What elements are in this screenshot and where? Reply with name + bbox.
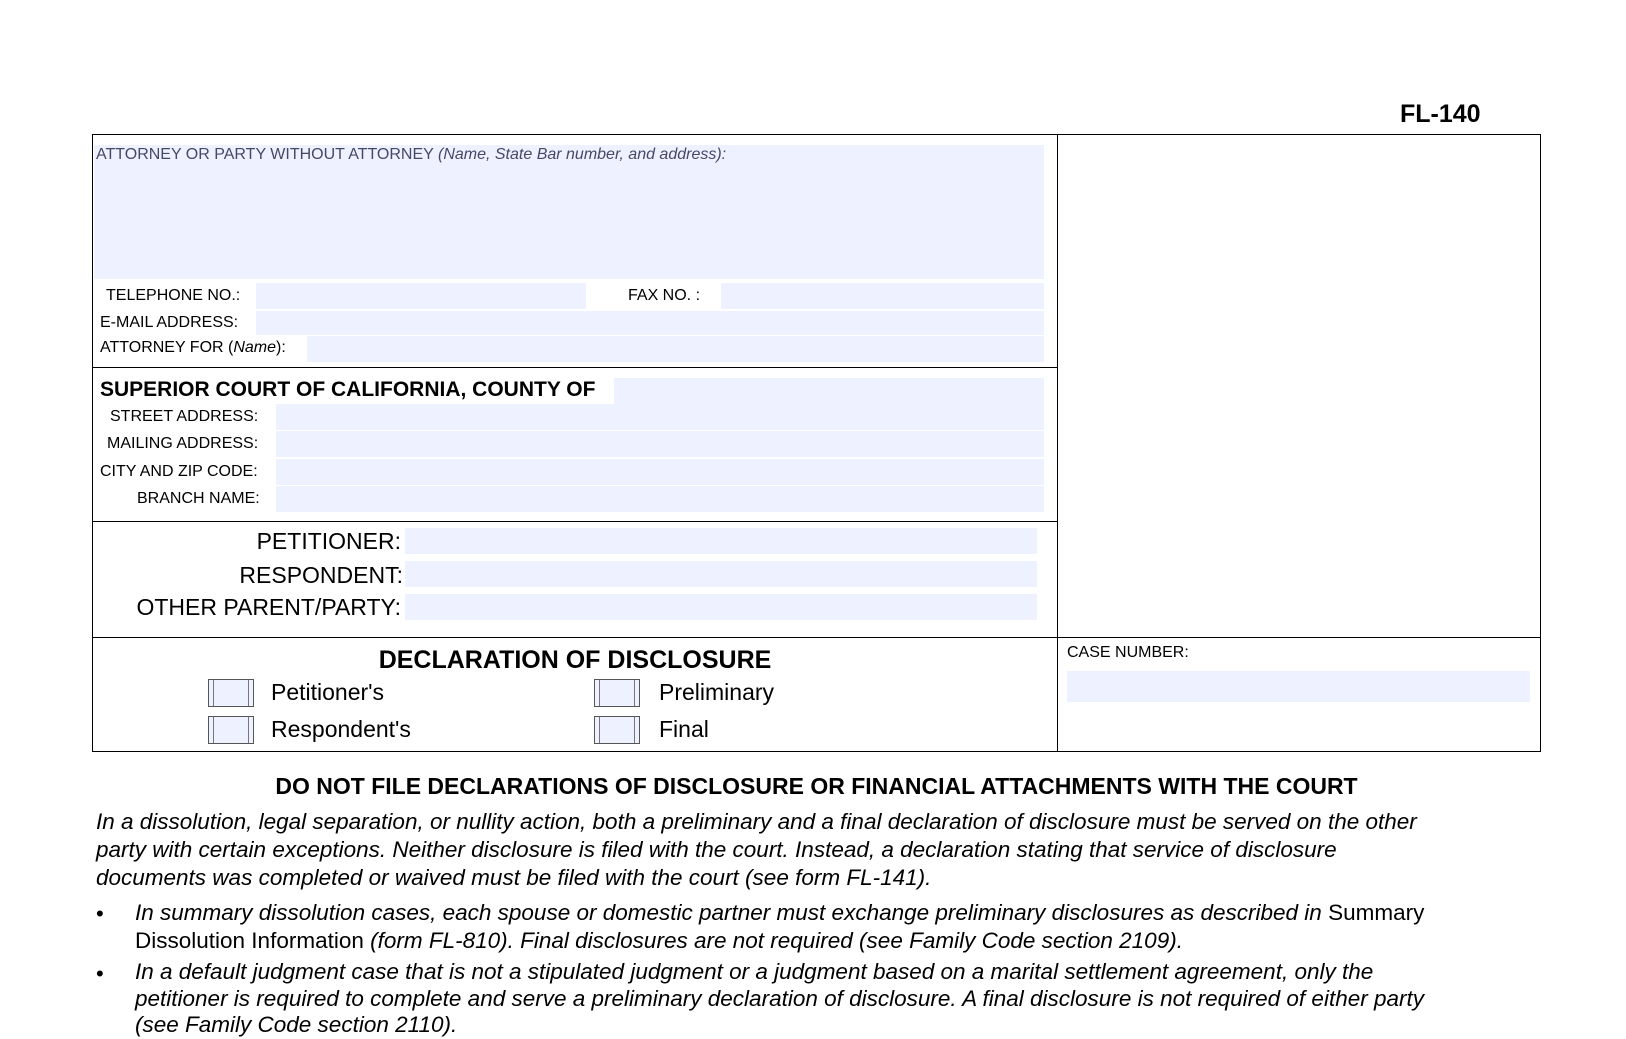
branch-name-label: BRANCH NAME: bbox=[137, 490, 260, 507]
telephone-label: TELEPHONE NO.: bbox=[106, 287, 241, 304]
fax-field[interactable] bbox=[721, 283, 1044, 309]
other-party-label: OTHER PARENT/PARTY: bbox=[136, 594, 401, 620]
bullet-1-line-2-italic: (form FL-810). Final disclosures are not required (see Family Code section 2109). bbox=[363, 928, 1183, 953]
attorney-for-label bbox=[100, 339, 286, 357]
notice-paragraph bbox=[96, 808, 1596, 892]
respondents-checkbox[interactable] bbox=[208, 716, 254, 744]
attorney-label bbox=[96, 146, 726, 164]
bullet-2-line: petitioner is required to complete and serve a preliminary declaration of disclosure. A final disclosure is not required of either party bbox=[135, 985, 1424, 1011]
county-field[interactable] bbox=[614, 378, 1044, 404]
bullet-2-symbol: • bbox=[96, 961, 104, 986]
other-party-field[interactable] bbox=[405, 594, 1037, 620]
bullet-1-symbol: • bbox=[96, 901, 104, 926]
respondent-label: RESPONDENT: bbox=[239, 562, 403, 588]
petitioner-field[interactable] bbox=[405, 528, 1037, 554]
street-address-label: STREET ADDRESS: bbox=[110, 408, 259, 425]
branch-name-field[interactable] bbox=[276, 486, 1044, 512]
court-title: SUPERIOR COURT OF CALIFORNIA, COUNTY OF bbox=[100, 378, 596, 401]
case-number-label: CASE NUMBER: bbox=[1067, 644, 1189, 661]
final-label: Final bbox=[659, 716, 709, 742]
bullet-1-line-2 bbox=[135, 927, 1615, 955]
final-checkbox[interactable] bbox=[594, 716, 640, 744]
fax-label: FAX NO. : bbox=[628, 287, 701, 304]
street-address-field[interactable] bbox=[276, 404, 1044, 430]
paragraph-line: In a dissolution, legal separation, or nullity action, both a preliminary and a final declaration of disclosure must be served on the other bbox=[96, 809, 1417, 834]
respondents-label: Respondent's bbox=[271, 716, 411, 742]
mailing-address-field[interactable] bbox=[276, 431, 1044, 457]
divider-attorney-court bbox=[92, 367, 1058, 368]
divider-court-parties bbox=[92, 521, 1058, 522]
preliminary-label: Preliminary bbox=[659, 679, 775, 705]
bullet-2-line: (see Family Code section 2110). bbox=[135, 1012, 458, 1037]
bullet-1-line-1-plain: Summary bbox=[1328, 900, 1425, 925]
attorney-name-address-field[interactable] bbox=[94, 145, 1044, 279]
city-zip-label: CITY AND ZIP CODE: bbox=[100, 463, 258, 480]
bullet-1-text bbox=[135, 899, 1615, 955]
attorney-for-field[interactable] bbox=[307, 336, 1044, 362]
form-id: FL-140 bbox=[1400, 100, 1481, 128]
notice-heading: DO NOT FILE DECLARATIONS OF DISCLOSURE OR FINANCIAL ATTACHMENTS WITH THE COURT bbox=[275, 773, 1358, 799]
paragraph-line: documents was completed or waived must be filed with the court (see form FL-141). bbox=[96, 865, 932, 890]
paragraph-line: party with certain exceptions. Neither disclosure is filed with the court. Instead, a declaration stating that service of disclosure bbox=[96, 837, 1337, 862]
bullet-2-line: In a default judgment case that is not a stipulated judgment or a judgment based on a marital settlement agreement, only the bbox=[135, 959, 1374, 984]
petitioner-label: PETITIONER: bbox=[256, 528, 401, 554]
city-zip-field[interactable] bbox=[276, 459, 1044, 485]
telephone-field[interactable] bbox=[256, 283, 586, 309]
petitioners-label: Petitioner's bbox=[271, 679, 385, 705]
attorney-for-suffix: ): bbox=[276, 339, 286, 356]
attorney-for-italic: Name bbox=[233, 339, 277, 356]
bullet-1-line-1 bbox=[135, 899, 1615, 927]
case-number-field[interactable] bbox=[1067, 671, 1530, 702]
bullet-1-line-1-italic: In summary dissolution cases, each spouse or domestic partner must exchange preliminary disclosures as described in bbox=[135, 900, 1329, 925]
email-field[interactable] bbox=[256, 311, 1044, 335]
petitioners-checkbox[interactable] bbox=[208, 679, 254, 707]
attorney-label-main: ATTORNEY OR PARTY WITHOUT ATTORNEY bbox=[96, 146, 438, 163]
bullet-2-text bbox=[135, 959, 1615, 1039]
preliminary-checkbox[interactable] bbox=[594, 679, 640, 707]
mailing-address-label: MAILING ADDRESS: bbox=[107, 435, 259, 452]
respondent-field[interactable] bbox=[405, 561, 1037, 587]
attorney-for-prefix: ATTORNEY FOR ( bbox=[100, 339, 234, 356]
email-label: E-MAIL ADDRESS: bbox=[100, 314, 239, 331]
declaration-title: DECLARATION OF DISCLOSURE bbox=[378, 646, 772, 674]
bullet-1-line-2-plain: Dissolution Information bbox=[135, 928, 364, 953]
attorney-label-italic: (Name, State Bar number, and address): bbox=[437, 146, 727, 163]
divider-parties-declaration bbox=[92, 637, 1541, 638]
